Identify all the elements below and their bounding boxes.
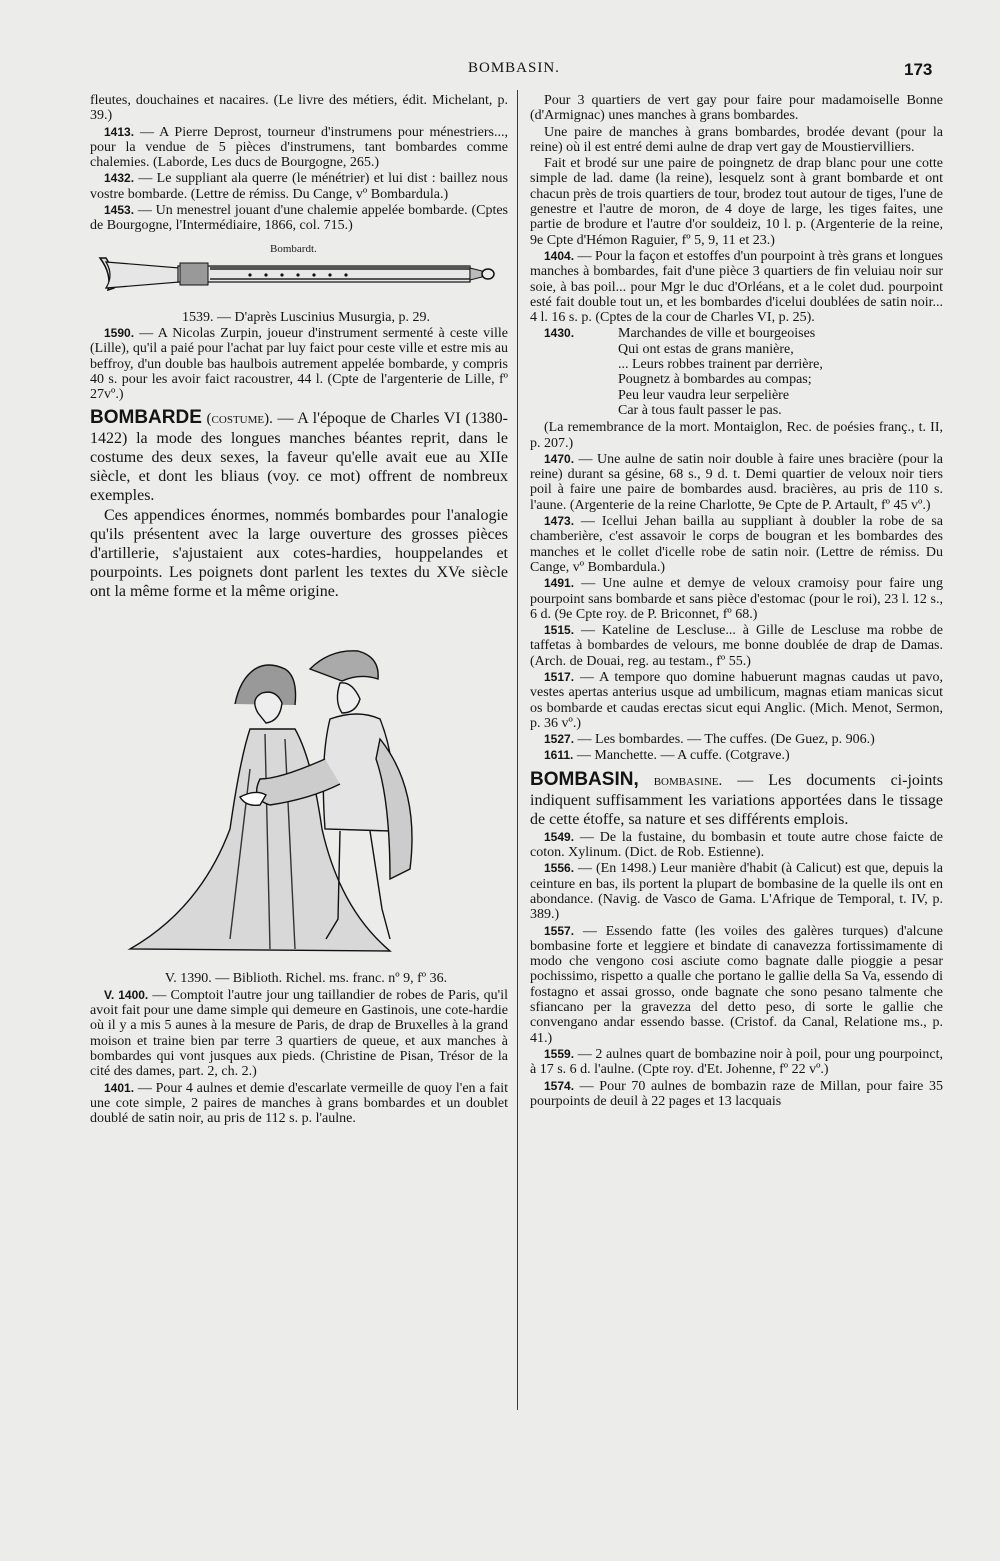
left-column (90, 93, 508, 1127)
entry-subheading: bombasine. (653, 772, 723, 789)
paragraph-text: — Pour 4 aulnes et demie d'escarlate vermeille de quoy l'en a fait une cote simple, 2 paires de manches à grans bombardes et un doublet doublé de satin noir, au pris de 112 s. p. l'aulne. (90, 1080, 508, 1127)
entry-date: 1515. (544, 623, 575, 638)
dictionary-entry (530, 770, 943, 829)
paragraph-text: — Une aulne de satin noir double à faire unes bracière (pour la reine) durant sa gésine, 68 s., 9 d. t. Demi quartier de veloux noir tiers poil à faire une paire de bombardes ausd. bracières, au pris de 110 s. l'aune. (Argenterie de la reine Charlotte, 9e Cpte de P. Artault, fº 45 vº.) (530, 451, 943, 513)
paragraph (90, 125, 508, 171)
entry-date: 1413. (104, 124, 135, 139)
entry-date: 1590. (104, 325, 135, 340)
entry-date: 1430. (544, 326, 575, 341)
entry-date: 1473. (544, 514, 575, 529)
entry-headword: BOMBASIN, (530, 768, 639, 790)
paragraph-text: — Un menestrel jouant d'une chalemie appelée bombarde. (Cptes de Bourgogne, l'Intermédiaire, 1866, col. 715.) (90, 203, 508, 234)
paragraph (90, 1081, 508, 1127)
paragraph-text: — A Nicolas Zurpin, joueur d'instrument sermenté à ceste ville (Lille), qu'il a paié pour l'achat par luy faict pour ceste ville et estre mis au beffroy, d'un double bas haulbois autrement appelée bombarde, y compris 40 s. pour les avoir faict racoustrer, 44 l. (Cpte de l'argenterie de Lille, fº 27vº.) (90, 325, 508, 403)
paragraph-text: — Manchette. — A cuffe. (Cotgrave.) (573, 748, 790, 764)
verse-line: Peu leur vaudra leur serpelière (618, 387, 790, 403)
paragraph-text: — Icellui Jehan bailla au suppliant à doubler la robe de sa chamberière, c'est assavoir le corps de bougran et les bombardes des manches et le collet d'icelle robe de satin noir. (Lettre de rémiss. Du Cange, vº Bombardula.) (530, 514, 943, 575)
entry-date: 1559. (544, 1046, 575, 1061)
paragraph (530, 1079, 943, 1110)
paragraph-text: — Comptoit l'autre jour ung taillandier de robes de Paris, qu'il avoit fait pour une dame simple qui demeure en Gastinois, une cote-hardie où il y a mis 5 aunes à la mesure de Paris, de drap de Bruxelles à la grand moison et traine bien par terre 3 quartiers de queue, et aux manches à bombardes qui vont jusques aux pieds. (Christine de Pisan, Trésor de la cité des dames, part. 2, ch. 2.) (90, 987, 508, 1080)
entry-date: 1557. (544, 923, 575, 938)
verse-source: (La remembrance de la mort. Montaiglon, Rec. de poésies franç., t. II, p. 207.) (530, 420, 943, 451)
paragraph: Fait et brodé sur une paire de poingnetz de drap blanc pour une cotte simple de lad. dame (la reine), lesquelz sont à grant bombarde et ont chacun près de trois quartiers de tour, brodez tout autour de tiges, l'une de genestre et l'autre de moron, de 4 doye de large, les tiges faites, une partie de brodure et l'autre d'or souldeiz, 10 l. p. (Argenterie de la reine, 9e Cpte d'Hémon Raguier, fº 5, 9, 11 et 23.) (530, 156, 943, 248)
entry-headword: BOMBARDE (90, 407, 202, 429)
entry-date: 1611. (544, 748, 574, 763)
paragraph: Une paire de manches à grans bombardes, brodée devant (pour la reine) où il est entré demi aulne de drap vert gay de Moustiervilliers. (530, 124, 943, 155)
entry-date: 1574. (544, 1078, 575, 1093)
figure-caption: V. 1390. — Biblioth. Richel. ms. franc. nº 9, fº 36. (164, 971, 448, 987)
paragraph-text: — Une aulne et demye de veloux cramoisy pour faire ung pourpoint sans bombarde et sans pièce d'estomac (pour le roi), 23 l. 12 s., 6 d. (9e Cpte roy. de P. Briconnet, fº 68.) (530, 576, 943, 622)
paragraph (90, 988, 508, 1080)
verse-line: Marchandes de ville et bourgeoises (618, 326, 816, 342)
verse-line: Car à tous fault passer le pas. (618, 402, 782, 418)
entry-date: 1404. (544, 248, 575, 263)
verse-line: Pougnetz à bombardes au compas; (618, 372, 812, 388)
paragraph (530, 452, 943, 513)
paragraph (530, 623, 943, 669)
paragraph-text: — Pour la façon et estoffes d'un pourpoint à très grans et longues manches à bombardes, fait d'une pièce 3 quartiers de fin veluiau noir sur soie, à bas poil... pour Mgr le duc d'Orléans, et a le colet dud. pourpoint esté fait double tout un, et les bombardes d'icelui doublées de satin noir... 4 l. 16 s. p. (Cptes de la cour de Charles VI, p. 25). (530, 248, 943, 326)
paragraph-text: — Le suppliant ala querre (le ménétrier) et lui dist : baillez nous vostre bombarde. (Lettre de rémiss. Du Cange, vº Bombardula.) (90, 171, 508, 202)
paragraph (530, 670, 943, 731)
paragraph-text: — Pour 70 aulnes de bombazin raze de Millan, pour faire 35 pourpoints de deuil à 22 pages et 13 lacquais (530, 1078, 943, 1109)
verse-block (530, 326, 943, 418)
paragraph (90, 171, 508, 202)
verse-line: ... Leurs robbes trainent par derrière, (618, 357, 823, 373)
paragraph (530, 924, 943, 1046)
paragraph-text: — Les bombardes. — The cuffes. (De Guez, p. 906.) (574, 732, 875, 748)
paragraph-text: — A tempore quo domine habuerunt magnas caudas ut pavo, vestes apertas anterius usque ad umbilicum, magnas etiam manicas sicut os bombarde et caudas erectas sicut equi Anglic. (Mich. Menot, Sermon, p. 36 vº.) (530, 669, 943, 731)
entry-text: — A l'époque de Charles VI (1380-1422) la mode des longues manches béantes reprit, dans le costume des deux sexes, la faveur qu'elle avait eue au XIIe siècle, et dont les bliaus (voy. ce mot) offrent de nombreux exemples. (90, 410, 508, 505)
entry-subheading: (costume). (206, 411, 273, 428)
entry-date: 1432. (104, 171, 135, 186)
paragraph (90, 203, 508, 234)
paragraph (530, 748, 943, 763)
paragraph: Pour 3 quartiers de vert gay pour faire pour madamoiselle Bonne (d'Armignac) unes manches à grans bombardes. (530, 93, 943, 124)
paragraph (530, 732, 943, 747)
entry-text: — Les documents ci-joints indiquent suffisamment les variations apportées dans le tissage de cette étoffe, sa nature et ses différents emplois. (530, 771, 944, 828)
figure-label: Bombardt. (270, 242, 317, 255)
entry-date: 1470. (544, 451, 575, 466)
paragraph-text: — (En 1498.) Leur manière d'habit (à Calicut) est que, depuis la ceinture en bas, ils portent la plupart de bombasine de la quelle ils ont en abondance. (Navig. de Vasco de Gama. L'Afrique de Temporal, t. IV, p. 389.) (530, 861, 943, 923)
paragraph (530, 514, 943, 575)
bombarde-illustration (90, 238, 508, 310)
paragraph (530, 249, 943, 325)
page-number: 173 (904, 60, 933, 79)
entry-date: 1453. (104, 203, 135, 218)
right-column (530, 93, 943, 1110)
paragraph (530, 576, 943, 622)
paragraph (90, 326, 508, 402)
paragraph-text: — De la fustaine, du bombasin et toute autre chose faicte de coton. Xylinum. (Dict. de Rob. Estienne). (530, 829, 943, 861)
entry-date: 1517. (544, 669, 575, 684)
paragraph: Ces appendices énormes, nommés bombardes pour l'analogie qu'ils présentent avec la large ouverture des grosses pièces d'artillerie, s'ajustaient aux cotes-hardies, houppelandes et pourpoints. Les poignets dont parlent les textes du XVe siècle ont la même forme et la même origine. (90, 507, 508, 601)
running-header-title: BOMBASIN. (468, 60, 560, 76)
column-rule (517, 90, 518, 1410)
paragraph: fleutes, douchaines et nacaires. (Le livre des métiers, édit. Michelant, p. 39.) (90, 93, 508, 124)
paragraph-text: — Essendo fatte (les voiles des galères turques) d'alcune bombasine forte et leggiere et bindate di canavezza fortissimamente di modo che vengono cosi asciute como bagnate dalle pioggie a pesar pochissimo, rispetto a qualle che portano le gallie della Sa Va, essendo di fostagno et assai grosso, onde bagnate che sono pesano talmente che sfiancano per la gravezza del detto peso, di sorte le gallie che convengano andar essendo basse. (Cristof. da Canal, Relatione ms., p. 41.) (530, 923, 943, 1046)
figure-caption: 1539. — D'après Luscinius Musurgia, p. 29. (181, 309, 431, 325)
paragraph (530, 861, 943, 922)
bombarde-instrument-drawing (90, 238, 508, 310)
entry-date: V. 1400. (104, 987, 149, 1002)
paragraph-text: — A Pierre Deprost, tourneur d'instrumens pour ménestriers..., pour la vendue de 5 pièces d'instrumens, tant bombardes comme chalemies. (Laborde, Les ducs de Bourgogne, 265.) (90, 124, 508, 171)
paragraph-text: — Kateline de Lescluse... à Gille de Lescluse ma robbe de taffetas à bombardes de velours, me bonne doublée de drap de Damas. (Arch. de Douai, reg. au testam., fº 55.) (530, 623, 943, 669)
entry-date: 1401. (104, 1080, 135, 1095)
costume-illustration (90, 609, 508, 971)
entry-date: 1527. (544, 732, 575, 747)
entry-date: 1491. (544, 576, 575, 591)
entry-date: 1556. (544, 861, 575, 876)
medieval-couple-drawing (90, 609, 508, 971)
paragraph (530, 1047, 943, 1078)
paragraph-text: — 2 aulnes quart de bombazine noir à poil, pour ung pourpoinct, à 17 s. 6 d. l'aulne. (Cpte roy. d'Et. Johenne, fº 22 vº.) (530, 1046, 943, 1078)
paragraph (530, 830, 943, 861)
verse-line: Qui ont estas de grans manière, (618, 341, 794, 357)
entry-date: 1549. (544, 829, 575, 844)
dictionary-entry (90, 408, 508, 505)
